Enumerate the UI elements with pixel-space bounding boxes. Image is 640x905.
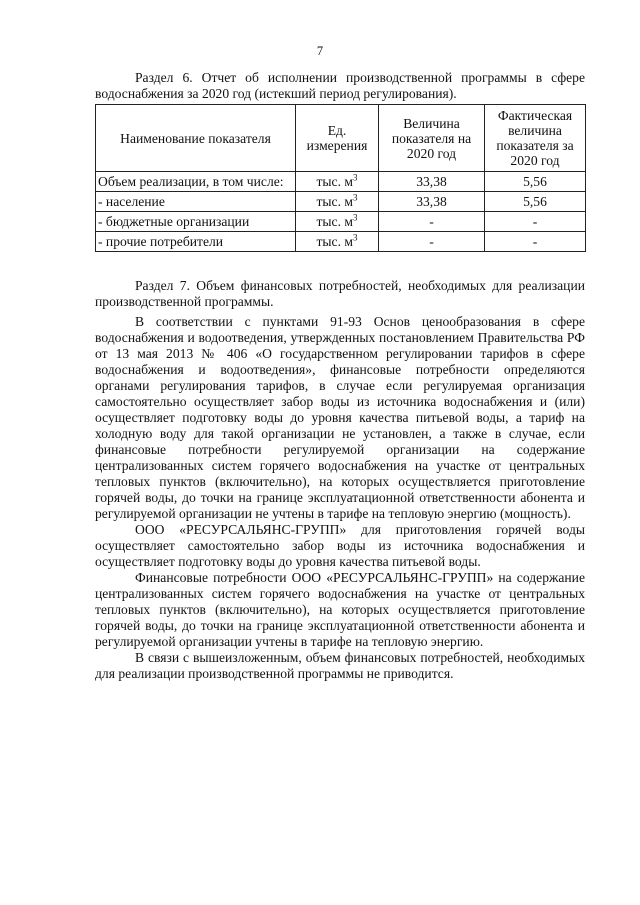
production-report-table — [95, 104, 586, 252]
row-unit: тыс. $м^3$ — [296, 232, 379, 252]
paragraph-company-water: ООО «РЕСУРСАЛЬЯНС-ГРУПП» для приготовления горячей воды осуществляет самостоятельно забор воды из источника водоснабжения и осуществляет подготовку воды до уровня качества питьевой воды. — [95, 522, 585, 569]
row-name: Объем реализации, в том числе: — [96, 172, 296, 192]
row-unit: тыс. $м^3$ — [296, 172, 379, 192]
row-name: - население — [96, 192, 296, 212]
row-plan: - — [379, 232, 485, 252]
row-fact: - — [485, 232, 586, 252]
report-table-wrap — [95, 104, 585, 252]
row-plan: 33,38 — [379, 172, 485, 192]
row-unit: тыс. $м^3$ — [296, 212, 379, 232]
table-row — [96, 192, 586, 212]
row-name: - прочие потребители — [96, 232, 296, 252]
header-fact-2020: Фактическая величина показателя за 2020 год — [485, 105, 586, 172]
section6-title: Раздел 6. Отчет об исполнении производственной программы в сфере водоснабжения за 2020 год (истекший период регулирования). — [95, 70, 585, 101]
paragraph-financial-needs: Финансовые потребности ООО «РЕСУРСАЛЬЯНС-ГРУПП» на содержание централизованных систем горячего водоснабжения на участке от центральных тепловых пунктов (включительно), на которых осуществляется приготовление горячей воды, до точки на границе эксплуатационной ответственности абонента и регулируемой организации учтены в тарифе на тепловую энергию. — [95, 570, 585, 649]
table-row — [96, 232, 586, 252]
row-fact: 5,56 — [485, 192, 586, 212]
section7-title: Раздел 7. Объем финансовых потребностей, необходимых для реализации производственной программы. — [95, 278, 585, 309]
row-name: - бюджетные организации — [96, 212, 296, 232]
paragraph-conclusion: В связи с вышеизложенным, объем финансовых потребностей, необходимых для реализации производственной программы не приводится. — [95, 650, 585, 681]
row-fact: - — [485, 212, 586, 232]
header-plan-2020: Величина показателя на 2020 год — [379, 105, 485, 172]
header-unit: Ед. измерения — [296, 105, 379, 172]
header-indicator-name: Наименование показателя — [96, 105, 296, 172]
table-header-row — [96, 105, 586, 172]
row-fact: 5,56 — [485, 172, 586, 192]
page-number: 7 — [316, 44, 324, 58]
row-plan: - — [379, 212, 485, 232]
table-row — [96, 212, 586, 232]
paragraph-regulation: В соответствии с пунктами 91-93 Основ ценообразования в сфере водоснабжения и водоотведения, утвержденных постановлением Правительства РФ от 13 мая 2013 № 406 «О государственном регулировании тарифов в сфере водоснабжения и водоотведения», финансовые потребности определяются органами регулирования тарифов, в случае если регулируемая организация самостоятельно осуществляет забор воды из источника водоснабжения и (или) осуществляет подготовку воды до уровня качества питьевой воды, а тариф на холодную воду для такой организации не установлен, а также в случае, если финансовые потребности регулируемой организации на содержание централизованных систем горячего водоснабжения на участке от центральных тепловых пунктов (включительно), на которых осуществляется приготовление горячей воды, до точки на границе эксплуатационной ответственности абонента и регулируемой организации не учтены в тарифе на тепловую энергию (мощность). — [95, 314, 585, 521]
section7-body — [95, 314, 585, 682]
row-unit: тыс. $м^3$ — [296, 192, 379, 212]
row-plan: 33,38 — [379, 192, 485, 212]
table-row — [96, 172, 586, 192]
